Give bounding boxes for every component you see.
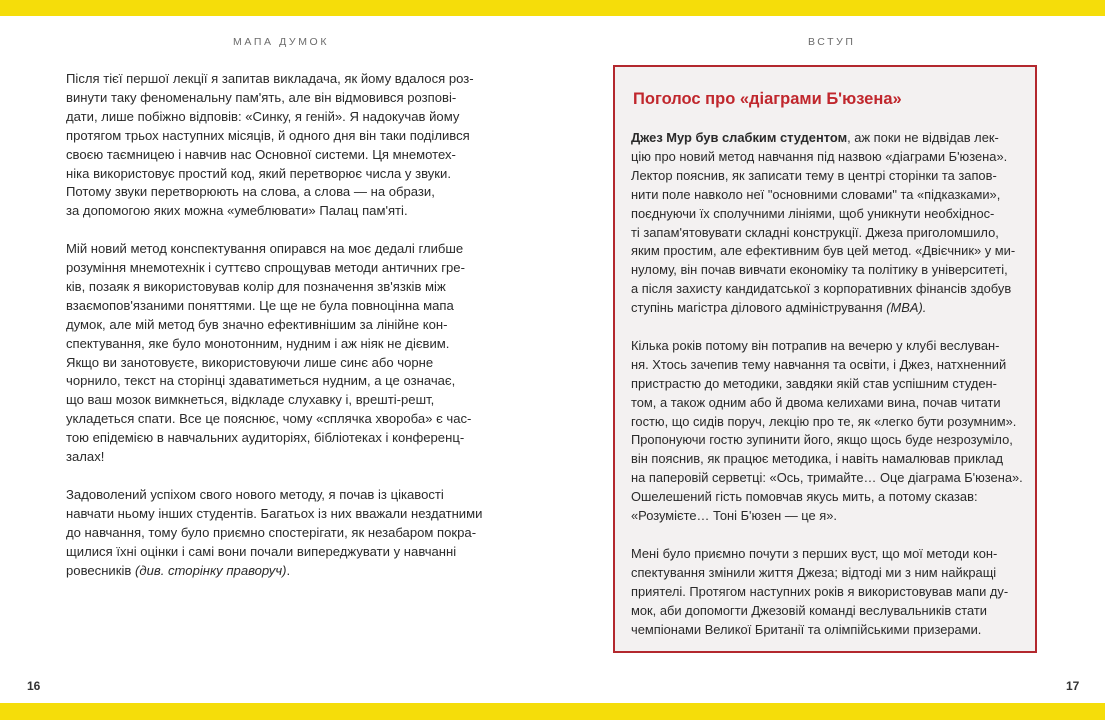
- right-page-number: 17: [1066, 679, 1080, 693]
- paragraph-1: Після тієї першої лекції я запитав викладача, як йому вдалося роз- винути таку феноменальну пам'ять, але він відмовився розпові- дати, лише побіжно відповів: «Синку, я геній». Я надокучав йому протягом трьох наступних місяців, й одного дня він таки поділився своєю таємницею і навчив нас Основної системи. Ця мнемотех- ніка використовує простий код, який перетворює числа у звуки. Потому звуки перетворюють на слова, а слова — на образи, за допомогою яких можна «умеблювати» Палац пам'яті.: [66, 71, 474, 219]
- box-paragraph-1: [631, 129, 1027, 318]
- bottom-yellow-band: [0, 703, 1105, 720]
- left-page-text: [66, 70, 484, 599]
- right-running-header: ВСТУП: [808, 36, 856, 48]
- paragraph-2: Мій новий метод конспектування опирався на моє дедалі глибше розуміння мнемотехнік і суттєво спрощував методи античних гре- ків, позаяк я використовував колір для позначення зв'язків між взаємопов'язаними поняттями. Це ще не була повноцінна мапа думок, але мій метод був значно ефективнішим за лінійне кон- спектування, яке було монотонним, нудним і аж ніяк не дієвим. Якщо ви занотовуєте, використовуючи лише синє або чорне чорнило, текст на сторінці здаватиметься нудним, а це означає, що ваш мозок вимкнеться, відкладе слухавку і, врешті-решт, укладеться спати. Все це пояснює, чому «сплячка хвороба» є час- тою епідемією в навчальних аудиторіях, бібліотеках і конференц- залах!: [66, 241, 472, 465]
- top-yellow-band: [0, 0, 1105, 16]
- box-paragraph-3: Мені було приємно почути з перших вуст, що мої методи кон- спектування змінили життя Джеза; відтоді ми з ним найкращі приятелі. Протягом наступних років я використовував мапи ду- мок, аби допомогти Джезовій команді веслувальників стати чемпіонами Великої Британії та олімпійськими призерами.: [631, 545, 1009, 637]
- paragraph-3-tail: .: [286, 562, 291, 578]
- cross-reference: (див. сторінку праворуч): [134, 562, 287, 578]
- box-paragraph-1-text: , аж поки не відвідав лек- цію про новий метод навчання під назвою «діаграми Б'юзена». Лектор пояснив, як записати тему в центрі сторінки та запов- нити поле навколо неї "основними словами" та «підказками», поєднуючи їх сполучними лініями, щоб уникнути необхіднос- ті запам'ятовувати складні конструкції. Джеза приголомшило, яким простим, але ефективним був цей метод. «Двієчник» у ми- нулому, він почав вивчати економіку та політику в університеті, а після захисту кандидатської з корпоративних фінансів здобув ступінь магістра ділового адміністрування: [631, 130, 1016, 316]
- paragraph-3-text: Задоволений успіхом свого нового методу, я почав із цікавості навчати ньому інших студентів. Багатьох із них вважали нездатними до навчання, тому було приємно спостерігати, як незабаром покра- щилися їхні оцінки і самі вони почали випереджувати у навчанні ровесників: [66, 486, 483, 578]
- box-title: Поголос про «діаграми Б'юзена»: [633, 90, 902, 108]
- paragraph-3: [66, 486, 484, 581]
- sidebar-box: [613, 65, 1037, 653]
- box-lead-in: Джез Мур був слабким студентом: [631, 130, 848, 145]
- box-mba-note: (MBA).: [886, 300, 927, 316]
- left-running-header: МАПА ДУМОК: [233, 36, 330, 48]
- box-body: [631, 129, 1027, 658]
- box-paragraph-2: Кілька років потому він потрапив на вечерю у клубі веслуван- ня. Хтось зачепив тему навчання та освіти, і Джез, натхненний пристрастю до методики, завдяки якій став успішним студен- том, а також одним або й двома келихами вина, почав читати гостю, що сидів поруч, лекцію про те, як «легко бути розумним». Пропонуючи гостю зупинити його, якщо щось буде незрозуміло, він пояснив, як працює методика, і навіть намалював приклад на паперовій серветці: «Ось, тримайте… Оце діаграма Б'юзена». Ошелешений гість помовчав якусь мить, а потому сказав: «Розумієте… Тоні Б'юзен — це я».: [631, 337, 1023, 524]
- left-page-number: 16: [27, 679, 41, 693]
